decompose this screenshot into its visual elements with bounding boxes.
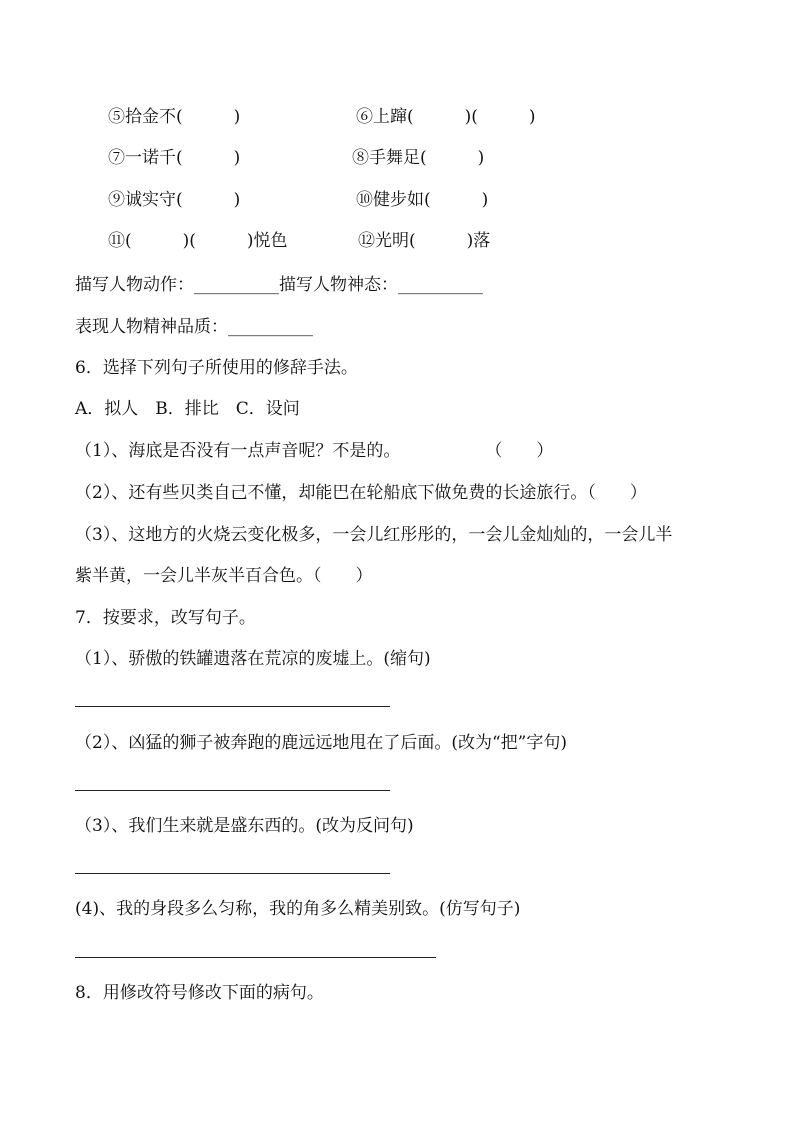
answer-line-7-4[interactable]: [75, 957, 436, 958]
question-6-item-3-line-1: （3）、这地方的火烧云变化极多，一会儿红彤彤的，一会儿金灿灿的，一会儿半: [75, 525, 673, 545]
answer-line-7-1[interactable]: [75, 706, 390, 707]
idiom-8: ⑧手舞足( ): [352, 148, 485, 168]
idiom-11: ⑪( )( )悦色: [108, 231, 288, 251]
idiom-12: ⑫光明( )落: [358, 231, 491, 251]
question-7-item-4: (4)、我的身段多么匀称，我的角多么精美别致。(仿写句子): [75, 899, 521, 919]
question-7-title: 7．按要求，改写句子。: [75, 608, 256, 628]
question-7-item-1: （1）、骄傲的铁罐遗落在荒凉的废墟上。(缩句): [75, 649, 431, 669]
answer-line-7-3[interactable]: [75, 873, 390, 874]
idiom-9: ⑨诚实守( ): [108, 190, 241, 210]
question-6-item-2: （2）、还有些贝类自己不懂，却能巴在轮船底下做免费的长途旅行。（ ）: [75, 483, 647, 503]
category-action-expression: 描写人物动作：__________描写人物神态：__________: [75, 275, 483, 295]
idiom-10: ⑩健步如( ): [356, 190, 489, 210]
category-quality: 表现人物精神品质：__________: [75, 317, 313, 337]
question-6-title: 6．选择下列句子所使用的修辞手法。: [75, 358, 358, 378]
question-6-item-1: （1）、海底是否没有一点声音呢？不是的。 （ ）: [75, 441, 554, 461]
question-8-title: 8．用修改符号修改下面的病句。: [75, 983, 324, 1003]
idiom-5: ⑤拾金不( ): [108, 107, 241, 127]
question-6-options: A．拟人 B．排比 C．设问: [75, 399, 300, 419]
question-6-item-3-line-2: 紫半黄，一会儿半灰半百合色。（ ）: [75, 566, 373, 586]
question-7-item-3: （3）、我们生来就是盛东西的。(改为反问句): [75, 816, 414, 836]
idiom-6: ⑥上蹿( )( ): [356, 107, 536, 127]
answer-line-7-2[interactable]: [75, 790, 390, 791]
question-7-item-2: （2）、凶猛的狮子被奔跑的鹿远远地甩在了后面。(改为“把”字句): [75, 733, 567, 753]
idiom-7: ⑦一诺千( ): [108, 148, 241, 168]
